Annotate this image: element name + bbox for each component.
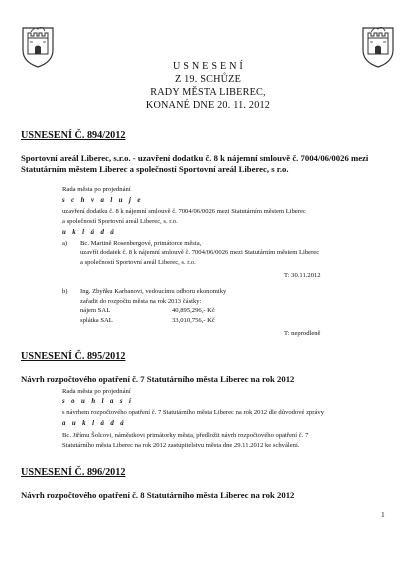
resolution-894-heading: Sportovní areál Liberec, s.r.o. - uzavření dodatku č. 8 k nájemní smlouvě č. 7004/06/0026 mezi Statutárním městem Liberec a společností Sportovní areál Liberec, s r.o. [21,153,369,174]
resolution-896-number: USNESENÍ Č. 896/2012 [21,467,126,478]
item-b-label: b) [62,288,68,295]
item-b-row1-value: 40,895,296,- Kč [172,307,215,314]
resolution-896-heading: Návrh rozpočtového opatření č. 8 Statutárního města Liberec na rok 2012 [21,490,295,500]
council-name: RADY MĚSTA LIBEREC, [150,87,266,98]
resolution-895-task-line1: Bc. Jiřímu Šolcovi, náměstkovi primátorky města, předložit návrh rozpočtového opatření č. 7 [62,432,309,439]
item-b-row2-value: 33,010,756,- Kč [172,317,215,324]
resolution-895-heading: Návrh rozpočtového opatření č. 7 Statutárního města Liberec na rok 2012 [21,374,295,384]
item-b-line1: Ing. Zbyňku Karbanovi, vedoucímu odboru ekonomiky [80,288,227,295]
resolution-895-task-line2: Statutárního města Liberec na rok 2012 zastupitelstvu města dne 29.11.2012 ke schválení. [62,442,300,449]
item-b-line2: zařadit do rozpočtu města na rok 2013 částky: [80,298,202,305]
resolution-894-approve-line2: a společností Sportovní areál Liberec, s. r.o. [62,218,178,225]
resolution-894-verb-task: u k l á d á [62,229,117,236]
item-a-line3: a společností Sportovní areál Liberec, s. r.o. [80,259,196,266]
item-a-line2: uzavřít dodatek č. 8 k nájemní smlouvě č. 7004/06/0026 mezi Statutárním městem Liberec [80,249,320,256]
resolution-895-verb-agree: s o u h l a s í [62,398,134,405]
resolution-894-verb-approve: s c h v a l u j e [62,197,143,204]
item-a-deadline: T: 30.11.2012 [284,272,321,279]
page-number: 1 [381,510,385,519]
resolution-894-number: USNESENÍ Č. 894/2012 [21,130,126,141]
resolution-895-number: USNESENÍ Č. 895/2012 [21,351,126,362]
doc-title: U S N E S E N Í [172,61,244,72]
meeting-date: KONANÉ DNE 20. 11. 2012 [145,100,271,111]
item-a-line1: Bc. Martině Rosenbergové, primátorce města, [80,240,202,247]
resolution-895-intro: Rada města po projednání [62,388,131,395]
item-a-label: a) [62,240,68,247]
item-b-row2-label: splátka SAL [80,317,113,324]
resolution-895-agree-text: s návrhem rozpočtového opatření č. 7 Statutárního města Liberec na rok 2012 dle důvodové zprávy [62,409,325,416]
meeting-number: Z 19. SCHŮZE [174,74,242,85]
resolution-895-verb-task: a u k l á d á [62,420,127,427]
resolution-894-approve-line1: uzavření dodatku č. 8 k nájemní smlouvě č. 7004/06/0026 mezi Statutárním městem Liberec [62,208,306,215]
item-b-row1-label: nájem SAL [80,307,111,314]
item-b-deadline: T: neprodleně [284,330,321,337]
resolution-894-intro: Rada města po projednání [62,186,131,193]
